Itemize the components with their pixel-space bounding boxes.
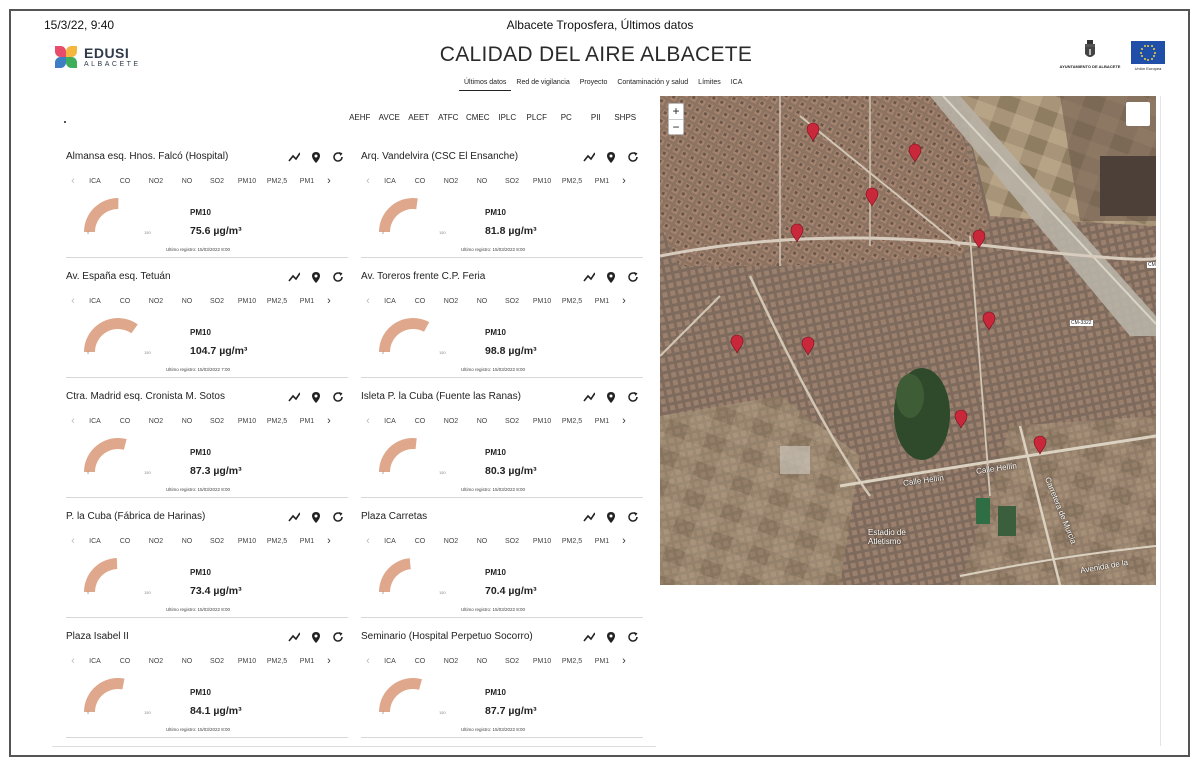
refresh-icon[interactable] [627, 510, 639, 522]
pollutant-tab[interactable]: SO2 [209, 177, 224, 185]
chevron-left-icon[interactable]: ‹ [366, 175, 370, 187]
chevron-left-icon[interactable]: ‹ [366, 535, 370, 547]
pm10-value: 70.4 µg/m³ [485, 585, 537, 597]
station-card [361, 626, 643, 738]
parameter-label: PM10 [190, 448, 211, 457]
pollutant-tab[interactable]: ICA [89, 657, 101, 665]
card-actions [288, 150, 344, 162]
card-actions [288, 270, 344, 282]
card-actions [583, 150, 639, 162]
nav-tab-proyecto[interactable]: Proyecto [579, 79, 608, 86]
pollutant-tab[interactable]: ICA [384, 297, 396, 305]
card-actions [288, 630, 344, 642]
pollutant-tabs [361, 535, 643, 547]
pollutant-tab[interactable]: PM2,5 [561, 297, 583, 305]
pollutant-tab[interactable]: PM1 [299, 417, 315, 425]
refresh-icon[interactable] [627, 270, 639, 282]
pollutant-tab[interactable]: NO2 [443, 537, 459, 545]
pollutant-tabs [66, 535, 348, 547]
trend-chart-icon[interactable] [583, 630, 595, 642]
fullscreen-button[interactable] [1126, 102, 1150, 126]
ayuntamiento-badge [1056, 40, 1124, 69]
logo-subtitle: ALBACETE [84, 60, 141, 68]
pollutant-tab[interactable]: CO [414, 177, 426, 185]
refresh-icon[interactable] [627, 390, 639, 402]
gauge-min: 0 [87, 710, 90, 715]
gauge-fill [84, 318, 138, 352]
refresh-icon[interactable] [332, 630, 344, 642]
pollutant-tabs [66, 175, 348, 187]
station-card [361, 266, 643, 378]
pollutant-tab[interactable]: SO2 [209, 537, 224, 545]
pm10-gauge [376, 430, 450, 476]
chevron-right-icon[interactable]: › [327, 535, 331, 547]
chevron-right-icon[interactable]: › [327, 295, 331, 307]
station-card [66, 386, 348, 498]
nav-tab-ultimos-datos[interactable]: Últimos datos [459, 77, 511, 91]
chevron-left-icon[interactable]: ‹ [71, 175, 75, 187]
road-tag-cm: CM [1148, 262, 1156, 268]
pollutant-tab[interactable]: SO2 [504, 657, 519, 665]
nav-tab-red-vigilancia[interactable]: Red de vigilancia [516, 79, 570, 86]
pollutant-tab[interactable]: PM2,5 [266, 537, 288, 545]
pollutant-tab[interactable]: PM10 [532, 537, 552, 545]
station-code-filter [345, 113, 640, 122]
pollutant-tab[interactable]: PM2,5 [266, 657, 288, 665]
gauge-fill [379, 678, 422, 712]
logo-title: EDUSI [84, 44, 130, 61]
station-code-atfc[interactable]: ATFC [438, 113, 459, 122]
pm10-gauge [376, 310, 450, 356]
pollutant-tab[interactable]: PM1 [594, 537, 610, 545]
trend-chart-icon[interactable] [583, 150, 595, 162]
pollutant-tab[interactable]: SO2 [209, 657, 224, 665]
ayuntamiento-label: AYUNTAMIENTO DE ALBACETE [1059, 64, 1121, 69]
location-pin-icon[interactable] [310, 150, 322, 162]
pm10-gauge [376, 550, 450, 596]
pollutant-tab[interactable]: SO2 [504, 417, 519, 425]
pollutant-tab[interactable]: PM10 [237, 657, 257, 665]
map-label-avenida: Avenida de la [1079, 557, 1129, 576]
pollutant-tab[interactable]: ICA [89, 537, 101, 545]
pollutant-tab[interactable]: NO2 [443, 177, 459, 185]
trend-chart-icon[interactable] [583, 390, 595, 402]
location-pin-icon[interactable] [605, 390, 617, 402]
last-record: Ultimo registro: 15/03/2022 7:00 [166, 367, 231, 372]
station-card [66, 266, 348, 378]
location-pin-icon[interactable] [310, 630, 322, 642]
location-pin-icon[interactable] [605, 510, 617, 522]
pollutant-tab[interactable]: NO [476, 537, 488, 545]
trend-chart-icon[interactable] [288, 390, 300, 402]
refresh-icon[interactable] [332, 390, 344, 402]
pollutant-tab[interactable]: ICA [384, 537, 396, 545]
pollutant-tab[interactable]: SO2 [504, 537, 519, 545]
last-record: Ultimo registro: 15/03/2022 8:00 [166, 727, 231, 732]
pollutant-tab[interactable]: ICA [89, 177, 101, 185]
refresh-icon[interactable] [627, 630, 639, 642]
pm10-gauge [376, 670, 450, 716]
station-name: Almansa esq. Hnos. Falcó (Hospital) [66, 151, 229, 162]
station-name: Seminario (Hospital Perpetuo Socorro) [361, 631, 533, 642]
pollutant-tab[interactable]: PM2,5 [561, 177, 583, 185]
pollutant-tab[interactable]: CO [119, 657, 131, 665]
pollutant-tabs [361, 415, 643, 427]
station-name: Arq. Vandelvira (CSC El Ensanche) [361, 151, 519, 162]
pollutant-tabs [66, 655, 348, 667]
gauge-fill [84, 558, 117, 592]
parameter-label: PM10 [190, 328, 211, 337]
coat-of-arms-icon [1084, 40, 1096, 60]
pollutant-tab[interactable]: PM2,5 [561, 657, 583, 665]
pm10-value: 84.1 µg/m³ [190, 705, 242, 717]
pollutant-tab[interactable]: NO [181, 297, 193, 305]
chevron-right-icon[interactable]: › [622, 295, 626, 307]
eu-label: Unión Europea [1134, 66, 1162, 71]
pm10-gauge [81, 430, 155, 476]
pollutant-tab[interactable]: PM1 [299, 177, 315, 185]
pollutant-tab[interactable]: PM10 [532, 177, 552, 185]
road-tag-cm3322: CM-3322 [1071, 320, 1092, 326]
location-pin-icon[interactable] [310, 390, 322, 402]
chevron-right-icon[interactable]: › [327, 415, 331, 427]
gauge-min: 0 [87, 470, 90, 475]
last-record: Ultimo registro: 15/03/2022 8:00 [461, 607, 526, 612]
print-title: Albacete Troposfera, Últimos datos [506, 18, 694, 32]
location-pin-icon[interactable] [605, 270, 617, 282]
refresh-icon[interactable] [332, 150, 344, 162]
station-code-pc[interactable]: PC [560, 113, 572, 122]
card-actions [583, 510, 639, 522]
pollutant-tabs [66, 415, 348, 427]
pollutant-tab[interactable]: SO2 [504, 177, 519, 185]
pollutant-tab[interactable]: PM1 [594, 417, 610, 425]
pollutant-tab[interactable]: PM2,5 [266, 177, 288, 185]
pollutant-tab[interactable]: ICA [89, 297, 101, 305]
trend-chart-icon[interactable] [288, 630, 300, 642]
chevron-left-icon[interactable]: ‹ [71, 415, 75, 427]
chevron-right-icon[interactable]: › [622, 415, 626, 427]
pollutant-tab[interactable]: PM1 [299, 537, 315, 545]
last-record: Ultimo registro: 15/03/2022 8:00 [166, 487, 231, 492]
card-actions [288, 390, 344, 402]
station-name: Isleta P. la Cuba (Fuente las Ranas) [361, 391, 521, 402]
chevron-right-icon[interactable]: › [622, 535, 626, 547]
pollutant-tab[interactable]: PM2,5 [561, 537, 583, 545]
pollutant-tab[interactable]: NO2 [443, 657, 459, 665]
trend-chart-icon[interactable] [583, 510, 595, 522]
pollutant-tab[interactable]: PM1 [299, 657, 315, 665]
gauge-max: 150 [144, 470, 151, 475]
pollutant-tab[interactable]: CO [414, 417, 426, 425]
gauge-max: 150 [439, 230, 446, 235]
station-name: Av. España esq. Tetuán [66, 271, 171, 282]
gauge-min: 0 [382, 590, 385, 595]
station-card [66, 506, 348, 618]
pollutant-tab[interactable]: ICA [384, 177, 396, 185]
zoom-control [668, 103, 684, 135]
pollutant-tab[interactable]: PM1 [594, 297, 610, 305]
pm10-value: 87.7 µg/m³ [485, 705, 537, 717]
trend-chart-icon[interactable] [288, 270, 300, 282]
dot-marker [64, 121, 66, 123]
gauge-max: 150 [439, 590, 446, 595]
gauge-fill [84, 198, 118, 232]
gauge-fill [84, 438, 127, 472]
station-code-plcf[interactable]: PLCF [526, 113, 547, 122]
last-record: Ultimo registro: 15/03/2022 8:00 [461, 247, 526, 252]
pollutant-tab[interactable]: NO [476, 657, 488, 665]
station-name: P. la Cuba (Fábrica de Harinas) [66, 511, 206, 522]
zoom-in-button[interactable]: + [672, 104, 680, 118]
parameter-label: PM10 [485, 448, 506, 457]
pm10-gauge [81, 310, 155, 356]
refresh-icon[interactable] [627, 150, 639, 162]
pollutant-tab[interactable]: CO [119, 177, 131, 185]
pollutant-tab[interactable]: ICA [384, 417, 396, 425]
location-pin-icon[interactable] [605, 630, 617, 642]
parameter-label: PM10 [190, 688, 211, 697]
card-actions [583, 630, 639, 642]
nav-tab-ica[interactable]: ICA [730, 79, 743, 86]
gauge-fill [379, 198, 418, 232]
pm10-value: 80.3 µg/m³ [485, 465, 537, 477]
last-record: Ultimo registro: 15/03/2022 8:00 [461, 367, 526, 372]
card-actions [583, 390, 639, 402]
station-card [361, 386, 643, 498]
gauge-min: 0 [382, 350, 385, 355]
pollutant-tab[interactable]: ICA [384, 657, 396, 665]
station-code-aehf[interactable]: AEHF [349, 113, 371, 122]
satellite-layer [660, 96, 1156, 585]
pollutant-tab[interactable]: NO2 [148, 657, 164, 665]
pollutant-tab[interactable]: SO2 [209, 417, 224, 425]
pollutant-tabs [66, 295, 348, 307]
trend-chart-icon[interactable] [288, 150, 300, 162]
pollutant-tab[interactable]: PM1 [299, 297, 315, 305]
last-record: Ultimo registro: 15/03/2022 8:00 [166, 607, 231, 612]
gauge-min: 0 [87, 590, 90, 595]
gauge-max: 150 [439, 350, 446, 355]
refresh-icon[interactable] [332, 510, 344, 522]
page-title: CALIDAD DEL AIRE ALBACETE [439, 43, 753, 66]
location-pin-icon[interactable] [605, 150, 617, 162]
pollutant-tab[interactable]: NO [181, 177, 193, 185]
gauge-fill [379, 558, 411, 592]
chevron-right-icon[interactable]: › [622, 655, 626, 667]
chevron-right-icon[interactable]: › [622, 175, 626, 187]
pollutant-tab[interactable]: PM10 [532, 657, 552, 665]
chevron-left-icon[interactable]: ‹ [366, 655, 370, 667]
pollutant-tab[interactable]: PM1 [594, 657, 610, 665]
main-nav [459, 77, 747, 91]
gauge-min: 0 [382, 230, 385, 235]
pollutant-tab[interactable]: SO2 [504, 297, 519, 305]
map-label-estadio: Estadio de Atletismo [868, 528, 906, 546]
pollutant-tab[interactable]: CO [414, 537, 426, 545]
pollutant-tab[interactable]: CO [119, 537, 131, 545]
pm10-gauge [81, 670, 155, 716]
gauge-fill [84, 678, 124, 712]
map-label-carretera-murcia: Carretera de Murcia [1043, 475, 1079, 546]
station-code-cmec[interactable]: CMEC [465, 113, 490, 122]
pm10-value: 81.8 µg/m³ [485, 225, 537, 237]
gauge-min: 0 [382, 710, 385, 715]
gauge-min: 0 [87, 350, 90, 355]
station-code-avce[interactable]: AVCE [378, 113, 400, 122]
gauge-fill [379, 318, 429, 352]
location-pin-icon[interactable] [310, 270, 322, 282]
pollutant-tabs [361, 295, 643, 307]
pollutant-tab[interactable]: NO [181, 657, 193, 665]
pollutant-tab[interactable]: PM2,5 [561, 417, 583, 425]
gauge-max: 150 [439, 470, 446, 475]
pollutant-tab[interactable]: PM1 [594, 177, 610, 185]
pollutant-tab[interactable]: CO [414, 297, 426, 305]
gauge-max: 150 [144, 350, 151, 355]
pollutant-tab[interactable]: ICA [89, 417, 101, 425]
parameter-label: PM10 [485, 568, 506, 577]
refresh-icon[interactable] [332, 270, 344, 282]
pollutant-tab[interactable]: NO2 [148, 297, 164, 305]
pm10-value: 87.3 µg/m³ [190, 465, 242, 477]
station-name: Av. Toreros frente C.P. Feria [361, 271, 486, 282]
last-record: Ultimo registro: 15/03/2022 8:00 [461, 727, 526, 732]
station-card [361, 506, 643, 618]
zoom-out-button[interactable]: − [669, 119, 683, 134]
pollutant-tab[interactable]: NO2 [148, 417, 164, 425]
parameter-label: PM10 [485, 688, 506, 697]
station-map[interactable] [660, 96, 1156, 585]
station-code-shps[interactable]: SHPS [614, 113, 637, 122]
pollutant-tab[interactable]: CO [119, 297, 131, 305]
card-actions [288, 510, 344, 522]
pm10-value: 104.7 µg/m³ [190, 345, 248, 357]
nav-tab-limites[interactable]: Límites [698, 79, 721, 86]
pollutant-tab[interactable]: NO2 [148, 537, 164, 545]
chevron-left-icon[interactable]: ‹ [71, 535, 75, 547]
pollutant-tab[interactable]: SO2 [209, 297, 224, 305]
station-code-aeet[interactable]: AEET [408, 113, 430, 122]
gauge-max: 150 [144, 710, 151, 715]
pollutant-tabs [361, 175, 643, 187]
pollutant-tab[interactable]: PM10 [237, 537, 257, 545]
trend-chart-icon[interactable] [288, 510, 300, 522]
pm10-gauge [81, 190, 155, 236]
chevron-left-icon[interactable]: ‹ [71, 295, 75, 307]
eu-badge [1130, 41, 1166, 71]
pollutant-tab[interactable]: PM2,5 [266, 297, 288, 305]
station-code-iplc[interactable]: IPLC [498, 113, 517, 122]
location-pin-icon[interactable] [310, 510, 322, 522]
pollutant-tab[interactable]: NO [476, 177, 488, 185]
pm10-value: 98.8 µg/m³ [485, 345, 537, 357]
pollutant-tab[interactable]: NO2 [443, 297, 459, 305]
map-label-calle-hellin-2: Calle Hellín [975, 461, 1018, 476]
pm10-value: 75.6 µg/m³ [190, 225, 242, 237]
pollutant-tab[interactable]: PM10 [532, 297, 552, 305]
gauge-max: 150 [144, 590, 151, 595]
eu-flag-icon [1131, 41, 1165, 64]
nav-tab-contaminacion-salud[interactable]: Contaminación y salud [617, 79, 689, 86]
gauge-max: 150 [439, 710, 446, 715]
gauge-fill [379, 438, 417, 472]
station-code-pii[interactable]: PII [590, 113, 601, 122]
chevron-right-icon[interactable]: › [327, 175, 331, 187]
print-datetime: 15/3/22, 9:40 [44, 18, 115, 32]
list-divider [52, 746, 656, 747]
chevron-left-icon[interactable]: ‹ [366, 295, 370, 307]
pollutant-tab[interactable]: NO [181, 417, 193, 425]
chevron-right-icon[interactable]: › [327, 655, 331, 667]
station-card [66, 626, 348, 738]
pollutant-tabs [361, 655, 643, 667]
station-card [66, 146, 348, 258]
last-record: Ultimo registro: 15/03/2022 8:00 [461, 487, 526, 492]
station-name: Ctra. Madrid esq. Cronista M. Sotos [66, 391, 225, 402]
pm10-value: 73.4 µg/m³ [190, 585, 242, 597]
pollutant-tab[interactable]: NO2 [443, 417, 459, 425]
gauge-min: 0 [382, 470, 385, 475]
pollutant-tab[interactable]: PM2,5 [266, 417, 288, 425]
parameter-label: PM10 [190, 568, 211, 577]
card-actions [583, 270, 639, 282]
station-card [361, 146, 643, 258]
last-record: Ultimo registro: 15/03/2022 8:00 [166, 247, 231, 252]
pollutant-tab[interactable]: PM10 [237, 297, 257, 305]
gauge-min: 0 [87, 230, 90, 235]
station-name: Plaza Isabel II [66, 631, 129, 642]
pollutant-tab[interactable]: CO [119, 417, 131, 425]
parameter-label: PM10 [190, 208, 211, 217]
pollutant-tab[interactable]: PM10 [237, 177, 257, 185]
pollutant-tab[interactable]: CO [414, 657, 426, 665]
chevron-left-icon[interactable]: ‹ [71, 655, 75, 667]
pollutant-tab[interactable]: NO2 [148, 177, 164, 185]
pollutant-tab[interactable]: NO [476, 417, 488, 425]
page-edge [1160, 96, 1161, 746]
chevron-left-icon[interactable]: ‹ [366, 415, 370, 427]
pollutant-tab[interactable]: NO [476, 297, 488, 305]
trend-chart-icon[interactable] [583, 270, 595, 282]
pollutant-tab[interactable]: PM10 [532, 417, 552, 425]
gauge-max: 150 [144, 230, 151, 235]
map-label-calle-hellin-1: Calle Hellín [902, 473, 945, 488]
pm10-gauge [376, 190, 450, 236]
pm10-gauge [81, 550, 155, 596]
parameter-label: PM10 [485, 328, 506, 337]
pollutant-tab[interactable]: PM10 [237, 417, 257, 425]
station-name: Plaza Carretas [361, 511, 428, 522]
parameter-label: PM10 [485, 208, 506, 217]
pollutant-tab[interactable]: NO [181, 537, 193, 545]
